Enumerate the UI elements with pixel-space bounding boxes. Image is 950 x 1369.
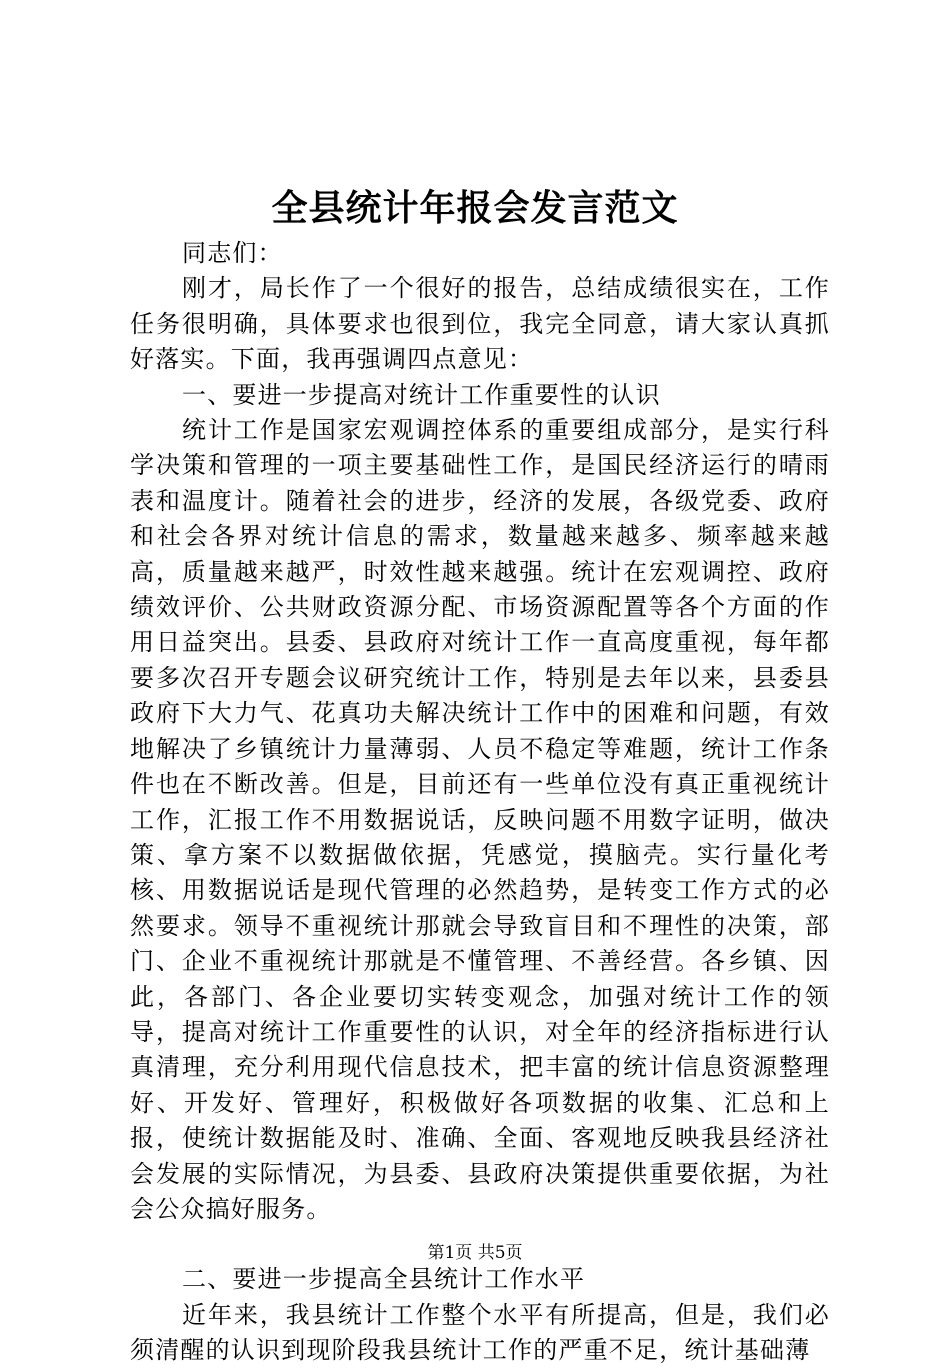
document-body [130, 236, 830, 1369]
document-title: 全县统计年报会发言范文 [271, 187, 679, 229]
page-footer: 第1页 共5页 [427, 1243, 523, 1263]
section-2-paragraph: 近年来，我县统计工作整个水平有所提高，但是，我们必须清醒的认识到现阶段我县统计工作的严重不足，统计基础薄 [130, 1300, 830, 1365]
salutation: 同志们： [182, 239, 283, 267]
section-1-paragraph: 统计工作是国家宏观调控体系的重要组成部分，是实行科学决策和管理的一项主要基础性工作，是国民经济运行的晴雨表和温度计。随着社会的进步，经济的发展，各级党委、政府和社会各界对统计信息的需求，数量越来越多、频率越来越高，质量越来越严，时效性越来越强。统计在宏观调控、政府绩效评价、公共财政资源分配、市场资源配置等各个方面的作用日益突出。县委、县政府对统计工作一直高度重视，每年都要多次召开专题会议研究统计工作，特别是去年以来，县委县政府下大力气、花真功夫解决统计工作中的困难和问题，有效地解决了乡镇统计力量薄弱、人员不稳定等难题，统计工作条件也在不断改善。但是，目前还有一些单位没有真正重视统计工作，汇报工作不用数据说话，反映问题不用数字证明，做决策、拿方案不以数据做依据，凭感觉，摸脑壳。实行量化考核、用数据说话是现代管理的必然趋势，是转变工作方式的必然要求。领导不重视统计那就会导致盲目和不理性的决策，部门、企业不重视统计那就是不懂管理、不善经营。各乡镇、因此，各部门、各企业要切实转变观念，加强对统计工作的领导，提高对统计工作重要性的认识，对全年的经济指标进行认真清理，充分利用现代信息技术，把丰富的统计信息资源整理好、开发好、管理好，积极做好各项数据的收集、汇总和上报，使统计数据能及时、准确、全面、客观地反映我县经济社会发展的实际情况，为县委、县政府决策提供重要依据，为社会公众搞好服务。 [130, 416, 830, 1223]
section-heading-1: 一、要进一步提高对统计工作重要性的认识 [182, 380, 661, 409]
opening-paragraph: 刚才，局长作了一个很好的报告，总结成绩很实在，工作任务很明确，具体要求也很到位，我完全同意，请大家认真抓好落实。下面，我再强调四点意见： [130, 274, 830, 374]
section-heading-2: 二、要进一步提高全县统计工作水平 [182, 1265, 586, 1294]
